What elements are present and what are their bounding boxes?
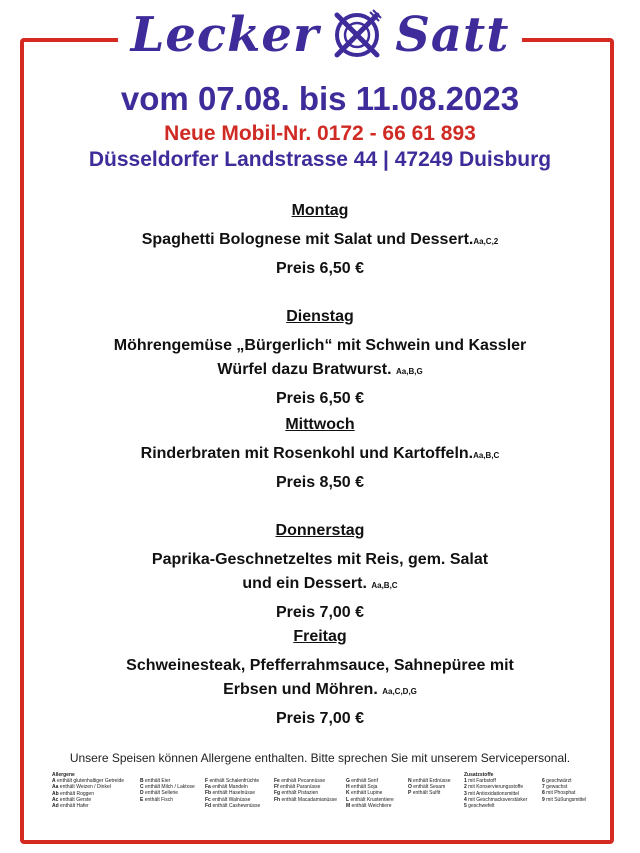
price: Preis 6,50 €	[275, 260, 365, 277]
legend-entry: B enthält Eier	[140, 778, 171, 784]
allergen-legend	[52, 772, 612, 832]
day-monday	[0, 202, 640, 278]
legend-entry: O enthält Sesam	[408, 784, 446, 791]
logo-word-right: Satt	[395, 7, 510, 63]
legend-entry: 1 mit Farbstoff	[464, 778, 496, 785]
legend-entry: Fc enthält Walnüsse	[205, 796, 251, 803]
legend-entry: Fh enthält Macadamianüsse	[274, 796, 338, 803]
day-name: Freitag	[293, 628, 347, 645]
phone-number: Neue Mobil-Nr. 0172 - 66 61 893	[164, 122, 476, 145]
legend-entry: Allergene	[52, 772, 75, 778]
legend-col	[542, 778, 586, 803]
legend-entry: L enthält Krustentiere	[346, 796, 394, 803]
legend-entry: A enthält glutenhaltiger Getreide	[52, 778, 125, 785]
legend-entry: 3 mit Antioxidationsmittel	[464, 790, 520, 797]
legend-entry: Fg enthält Pistazien	[274, 790, 319, 797]
day-name: Donnerstag	[275, 522, 365, 539]
price: Preis 7,00 €	[275, 710, 365, 727]
legend-entry: 6 geschwärzt	[542, 778, 572, 784]
logo-word-left: Lecker	[130, 7, 320, 63]
day-friday	[0, 628, 640, 728]
dish-line: Erbsen und Möhren. Aa,C,D,G	[223, 681, 417, 698]
legend-col	[274, 778, 337, 803]
dish-line: Paprika-Geschnetzeltes mit Reis, gem. Salat	[151, 551, 489, 568]
allergen-codes: Aa,C,D,G	[382, 687, 417, 696]
allergen-codes: Aa,B,C	[473, 451, 500, 460]
dish-line: Schweinesteak, Pfefferrahmsauce, Sahnepüree mit	[126, 657, 514, 674]
legend-entry: Ab enthält Roggen	[52, 790, 94, 797]
legend-entry: Ff enthält Paranüsse	[274, 784, 321, 791]
legend-entry: E enthält Fisch	[140, 796, 174, 803]
legend-entry: N enthält Erdnüsse	[408, 778, 451, 784]
legend-col	[205, 778, 260, 809]
date-range: vom 07.08. bis 11.08.2023	[120, 80, 520, 117]
legend-entry: Ad enthält Hafer	[52, 803, 89, 810]
price: Preis 6,50 €	[275, 390, 365, 407]
legend-entry: K enthält Lupine	[346, 790, 383, 797]
allergen-codes: Aa,B,G	[396, 367, 423, 376]
price: Preis 7,00 €	[275, 604, 365, 621]
legend-col	[408, 778, 451, 797]
legend-col	[52, 772, 124, 809]
dish-line: Rinderbraten mit Rosenkohl und Kartoffeln.Aa,B,C	[140, 445, 500, 462]
day-tuesday	[0, 308, 640, 408]
legend-col	[346, 778, 394, 809]
day-name: Dienstag	[286, 308, 354, 325]
dish-line: und ein Dessert. Aa,B,C	[242, 575, 398, 592]
day-wednesday	[0, 416, 640, 492]
legend-entry: Fd enthält Cashewnüsse	[205, 802, 261, 809]
legend-col	[464, 772, 527, 809]
legend-entry: D enthält Sellerie	[140, 790, 179, 797]
legend-entry: P enthält Sulfit	[408, 790, 441, 797]
legend-entry: 8 mit Phosphat	[542, 790, 576, 797]
day-thursday	[0, 522, 640, 622]
allergen-notice: Unsere Speisen können Allergene enthalten. Bitte sprechen Sie mit unserem Servicepersonal.	[69, 751, 571, 765]
legend-entry: 5 geschwefelt	[464, 803, 495, 810]
price: Preis 8,50 €	[275, 474, 365, 491]
legend-entry: Zusatzstoffe	[464, 772, 494, 778]
logo	[0, 4, 640, 66]
legend-entry: Fe enthält Pecannüsse	[274, 778, 326, 784]
legend-entry: Ac enthält Gerste	[52, 796, 92, 803]
dish-line: Möhrengemüse „Bürgerlich“ mit Schwein und Kassler	[113, 337, 527, 354]
dish-line: Würfel dazu Bratwurst. Aa,B,G	[217, 361, 423, 378]
legend-entry: Fb enthält Haselnüsse	[205, 790, 256, 797]
legend-entry: Fa enthält Mandeln	[205, 784, 248, 791]
legend-entry: 9 mit Süßungsmittel	[542, 796, 587, 803]
legend-col	[140, 778, 195, 803]
allergen-codes: Aa,C,2	[473, 237, 499, 246]
day-name: Mittwoch	[285, 416, 355, 433]
legend-entry: H enthält Soja	[346, 784, 378, 791]
dish-line: Spaghetti Bolognese mit Salat und Dessert.Aa,C,2	[141, 231, 499, 248]
legend-entry: G enthält Senf	[346, 778, 378, 784]
legend-entry: C enthält Milch / Laktose	[140, 784, 195, 791]
legend-entry: F enthält Schalenfrüchte	[205, 778, 260, 784]
legend-entry: M enthält Weichtiere	[346, 802, 392, 809]
day-name: Montag	[291, 202, 349, 219]
plate-fork-knife-icon	[329, 7, 385, 63]
address: Düsseldorfer Landstrasse 44 | 47249 Duisburg	[88, 148, 552, 171]
legend-entry: 2 mit Konservierungsstoffe	[464, 784, 524, 791]
legend-entry: 7 gewachst	[542, 784, 568, 791]
legend-entry: Aa enthält Weizen / Dinkel	[52, 784, 111, 791]
legend-entry: 4 mit Geschmacksverstärker	[464, 796, 528, 803]
allergen-codes: Aa,B,C	[371, 581, 398, 590]
